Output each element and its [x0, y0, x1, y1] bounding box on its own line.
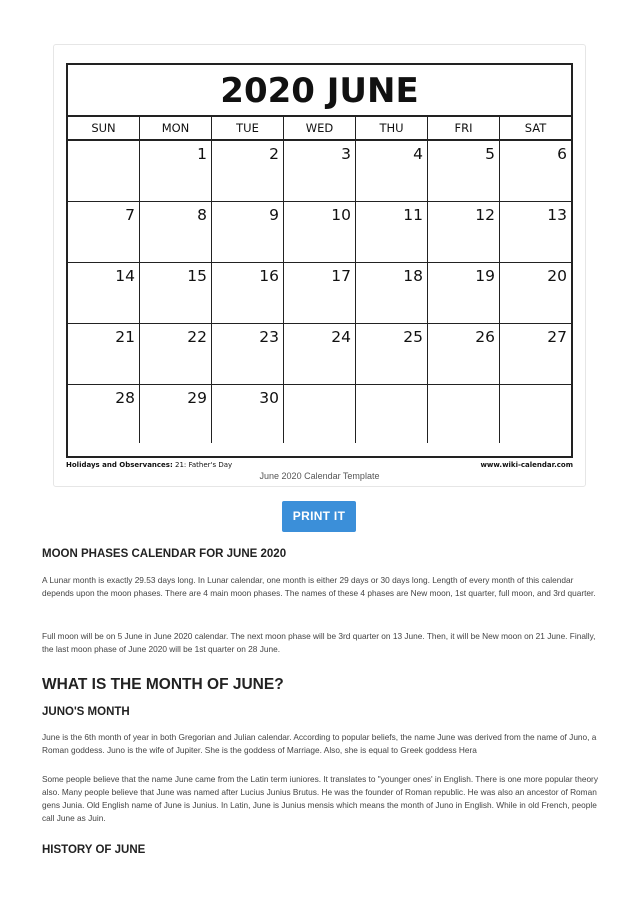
calendar-day-cell	[284, 141, 356, 201]
calendar-day-cell	[284, 202, 356, 262]
calendar-day-cell	[140, 263, 212, 323]
weekday-thu: THU	[356, 117, 428, 139]
calendar-week-row	[68, 385, 571, 443]
calendar-day-cell	[68, 324, 140, 384]
day-number: 17	[331, 267, 351, 285]
calendar-week-row	[68, 141, 571, 202]
day-number: 12	[475, 206, 495, 224]
calendar-template	[66, 63, 573, 458]
calendar-day-cell	[356, 385, 428, 443]
day-number: 4	[413, 145, 423, 163]
holidays-line	[66, 460, 232, 470]
day-number: 6	[557, 145, 567, 163]
day-number: 30	[259, 389, 279, 407]
day-number: 14	[115, 267, 135, 285]
calendar-day-cell	[212, 324, 284, 384]
calendar-week-row	[68, 202, 571, 263]
figure-caption: June 2020 Calendar Template	[259, 471, 380, 481]
day-number: 29	[187, 389, 207, 407]
calendar-day-cell	[140, 385, 212, 443]
calendar-day-cell	[140, 324, 212, 384]
day-number: 10	[331, 206, 351, 224]
calendar-day-cell	[500, 263, 571, 323]
day-number: 23	[259, 328, 279, 346]
calendar-day-cell	[68, 263, 140, 323]
calendar-day-cell	[68, 385, 140, 443]
weekday-sun: SUN	[68, 117, 140, 139]
website-credit: www.wiki-calendar.com	[480, 461, 573, 469]
weekday-fri: FRI	[428, 117, 500, 139]
juno-paragraph-1: June is the 6th month of year in both Gregorian and Julian calendar. According to popular beliefs, the name June was derived from the name of Juno, a Roman goddess. Juno is the wife of Jupiter. She is the goddess of Marriage. Also, she is equal to Greek goddess Hera	[42, 732, 597, 755]
day-number: 2	[269, 145, 279, 163]
day-number: 20	[547, 267, 567, 285]
cropped-text-line	[42, 870, 600, 874]
day-number: 1	[197, 145, 207, 163]
calendar-day-cell	[212, 385, 284, 443]
calendar-day-cell	[356, 202, 428, 262]
moon-paragraph-2: Full moon will be on 5 June in June 2020 calendar. The next moon phase will be 3rd quarter on 13 June. Then, it will be New moon on 21 June. Finally, the last moon phase of June 2020 will be 1st quarter on 28 June.	[42, 631, 596, 654]
day-number: 22	[187, 328, 207, 346]
month-of-june-heading: WHAT IS THE MONTH OF JUNE?	[42, 676, 284, 693]
calendar-day-cell	[68, 202, 140, 262]
calendar-day-cell	[428, 202, 500, 262]
calendar-day-cell	[284, 263, 356, 323]
day-number: 24	[331, 328, 351, 346]
junos-month-heading: JUNO'S MONTH	[42, 706, 130, 718]
day-number: 15	[187, 267, 207, 285]
day-number: 16	[259, 267, 279, 285]
calendar-day-cell	[500, 385, 571, 443]
calendar-week-row	[68, 324, 571, 385]
calendar-day-cell	[212, 141, 284, 201]
calendar-day-cell	[428, 385, 500, 443]
day-number: 25	[403, 328, 423, 346]
calendar-figure	[53, 44, 586, 487]
day-number: 13	[547, 206, 567, 224]
weekday-wed: WED	[284, 117, 356, 139]
moon-paragraph-1: A Lunar month is exactly 29.53 days long. In Lunar calendar, one month is either 29 days or 30 days long. Length of every month of this calendar depends upon the moon phases. There are 4 main moon phases. The names of these 4 phases are New moon, 1st quarter, full moon, and 3rd quarter.	[42, 575, 596, 598]
day-number: 5	[485, 145, 495, 163]
holidays-label: Holidays and Observances:	[66, 461, 173, 469]
calendar-day-cell	[500, 324, 571, 384]
calendar-day-cell	[140, 202, 212, 262]
day-number: 7	[125, 206, 135, 224]
day-number: 8	[197, 206, 207, 224]
weekday-sat: SAT	[524, 121, 547, 135]
calendar-day-cell	[428, 263, 500, 323]
calendar-footer	[66, 460, 573, 470]
history-heading: HISTORY OF JUNE	[42, 844, 146, 856]
calendar-day-cell	[428, 141, 500, 201]
calendar-day-cell	[356, 263, 428, 323]
calendar-day-cell	[356, 324, 428, 384]
print-button[interactable]: PRINT IT	[282, 501, 356, 532]
calendar-day-cell	[140, 141, 212, 201]
day-number: 19	[475, 267, 495, 285]
weekday-tue: TUE	[212, 117, 284, 139]
weekday-header-row	[68, 117, 571, 141]
calendar-day-cell	[284, 324, 356, 384]
calendar-day-cell	[356, 141, 428, 201]
calendar-title: 2020 JUNE	[68, 65, 571, 117]
calendar-day-cell	[500, 141, 571, 201]
holidays-value: 21: Father's Day	[175, 461, 233, 469]
weekday-mon: MON	[140, 117, 212, 139]
calendar-day-cell	[68, 141, 140, 201]
day-number: 28	[115, 389, 135, 407]
calendar-day-cell	[284, 385, 356, 443]
day-number: 11	[403, 206, 423, 224]
moon-phases-heading: MOON PHASES CALENDAR FOR JUNE 2020	[42, 548, 287, 560]
calendar-grid	[68, 141, 571, 443]
day-number: 3	[341, 145, 351, 163]
juno-paragraph-2: Some people believe that the name June came from the Latin term iuniores. It translates to "younger ones' in English. There is one more popular theory also. Many people believe that June was named after Lucius Junius Brutus. He was the founder of Roman republic. He was also an ancestor of Roman gens Junia. Old English name of June is Junius. In Latin, June is Junius mensis which means the month of Juno in English. While in old French, people call June as Juin.	[42, 774, 598, 823]
day-number: 21	[115, 328, 135, 346]
calendar-day-cell	[212, 202, 284, 262]
day-number: 9	[269, 206, 279, 224]
day-number: 27	[547, 328, 567, 346]
calendar-day-cell	[428, 324, 500, 384]
day-number: 18	[403, 267, 423, 285]
calendar-day-cell	[212, 263, 284, 323]
cropped-text-line	[88, 12, 388, 18]
calendar-day-cell	[500, 202, 571, 262]
calendar-week-row	[68, 263, 571, 324]
day-number: 26	[475, 328, 495, 346]
